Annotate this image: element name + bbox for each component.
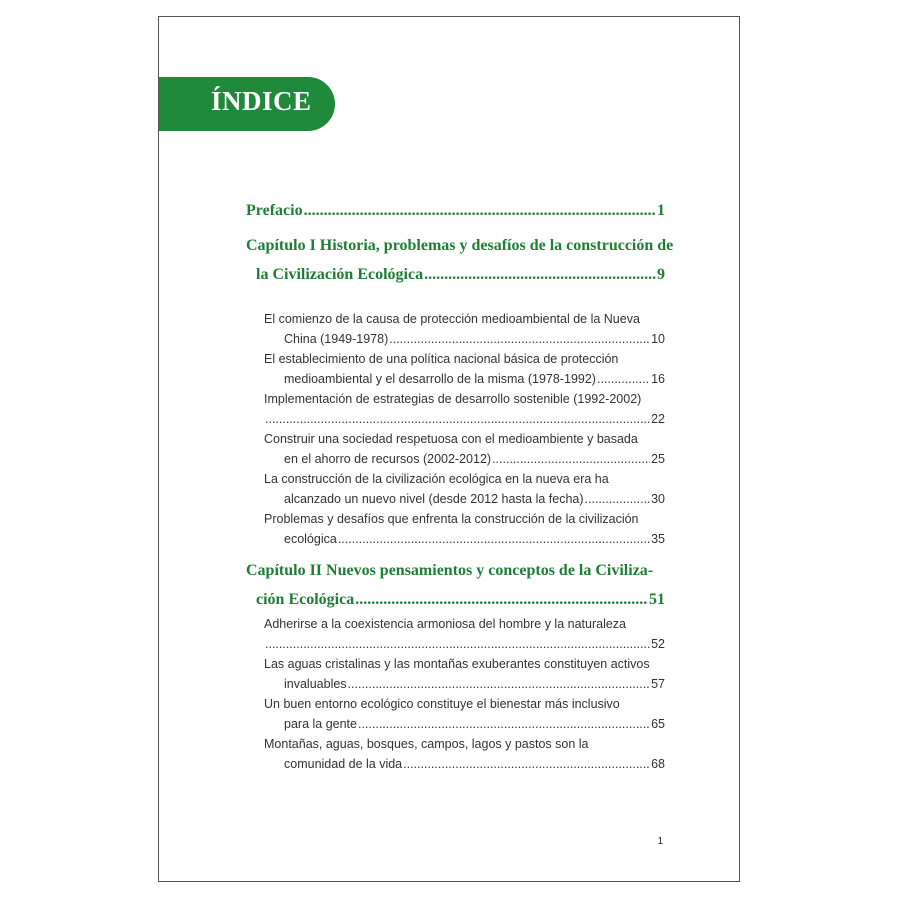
toc-section-label: China (1949-1978) (284, 332, 389, 346)
toc-entry-label: ción Ecológica (256, 591, 355, 608)
toc-section-cont[interactable] (284, 757, 665, 771)
toc-section-cont[interactable] (284, 717, 665, 731)
toc-section-label: Un buen entorno ecológico constituye el bienestar más inclusivo (264, 697, 620, 711)
table-of-contents (159, 17, 739, 881)
toc-entry-label: la Civilización Ecológica (256, 266, 424, 283)
toc-page-number: 35 (651, 532, 665, 546)
toc-page-number: 52 (651, 637, 665, 651)
toc-page-number: 1 (657, 202, 665, 219)
toc-section-label: alcanzado un nuevo nivel (desde 2012 hasta la fecha) (284, 492, 584, 506)
dot-leader (358, 717, 650, 731)
dot-leader (424, 266, 656, 284)
toc-section[interactable] (264, 697, 684, 711)
toc-section[interactable] (264, 432, 684, 446)
dot-leader (403, 757, 650, 771)
toc-section-cont[interactable] (284, 332, 665, 346)
toc-section-label: medioambiental y el desarrollo de la misma (1978-1992) (284, 372, 596, 386)
toc-page-number: 68 (651, 757, 665, 771)
toc-section[interactable] (264, 512, 684, 526)
toc-entry-label: Capítulo I Historia, problemas y desafíos de la construcción de (246, 237, 674, 254)
toc-section-cont[interactable] (284, 677, 665, 691)
dot-leader (597, 372, 650, 386)
toc-section-label: Problemas y desafíos que enfrenta la construcción de la civilización (264, 512, 639, 526)
toc-page-number: 30 (651, 492, 665, 506)
toc-section-cont[interactable] (284, 492, 665, 506)
toc-page-number: 65 (651, 717, 665, 731)
toc-entry-label: Capítulo II Nuevos pensamientos y conceptos de la Civiliza- (246, 562, 654, 579)
toc-section-cont[interactable] (284, 372, 665, 386)
toc-section-label: Montañas, aguas, bosques, campos, lagos y pastos son la (264, 737, 589, 751)
toc-section[interactable] (264, 392, 684, 406)
toc-section-label: La construcción de la civilización ecológica en la nueva era ha (264, 472, 609, 486)
toc-chapter-2-title-cont[interactable] (256, 591, 665, 609)
toc-section-cont[interactable] (284, 532, 665, 546)
toc-section-cont[interactable] (264, 637, 665, 651)
toc-section[interactable] (264, 472, 684, 486)
document-page (158, 16, 740, 882)
toc-page-number: 16 (651, 372, 665, 386)
toc-section-label: para la gente (284, 717, 357, 731)
toc-section-label: Adherirse a la coexistencia armoniosa del hombre y la naturaleza (264, 617, 626, 631)
dot-leader (265, 412, 650, 426)
dot-leader (265, 637, 650, 651)
toc-section-label: invaluables (284, 677, 347, 691)
toc-section-cont[interactable] (284, 452, 665, 466)
toc-section[interactable] (264, 617, 684, 631)
toc-section-label: comunidad de la vida (284, 757, 403, 771)
dot-leader (585, 492, 651, 506)
toc-entry-label: Prefacio (246, 202, 303, 219)
toc-section-label: El establecimiento de una política nacional básica de protección (264, 352, 619, 366)
toc-section[interactable] (264, 312, 684, 326)
dot-leader (304, 202, 656, 220)
dot-leader (389, 332, 650, 346)
toc-chapter-2-title[interactable] (246, 562, 676, 580)
page-number: 1 (657, 836, 663, 847)
toc-section-label: El comienzo de la causa de protección medioambiental de la Nueva (264, 312, 640, 326)
dot-leader (492, 452, 650, 466)
toc-chapter-1-title-cont[interactable] (256, 266, 665, 284)
dot-leader (338, 532, 650, 546)
toc-section-label: ecológica (284, 532, 337, 546)
toc-section-label: Implementación de estrategias de desarrollo sostenible (1992-2002) (264, 392, 642, 406)
toc-section-label: Construir una sociedad respetuosa con el medioambiente y basada (264, 432, 638, 446)
toc-page-number: 25 (651, 452, 665, 466)
toc-section-label: Las aguas cristalinas y las montañas exuberantes constituyen activos (264, 657, 650, 671)
toc-page-number: 57 (651, 677, 665, 691)
toc-section[interactable] (264, 737, 684, 751)
toc-chapter-1-title[interactable] (246, 237, 676, 255)
toc-section-cont[interactable] (264, 412, 665, 426)
dot-leader (348, 677, 651, 691)
dot-leader (355, 591, 648, 609)
page-title: ÍNDICE (211, 86, 312, 116)
toc-page-number: 51 (649, 591, 665, 608)
toc-section-label: en el ahorro de recursos (2002-2012) (284, 452, 492, 466)
toc-page-number: 10 (651, 332, 665, 346)
toc-section[interactable] (264, 657, 684, 671)
toc-page-number: 9 (657, 266, 665, 283)
toc-entry-prefacio[interactable] (246, 202, 665, 220)
toc-page-number: 22 (651, 412, 665, 426)
toc-section[interactable] (264, 352, 684, 366)
